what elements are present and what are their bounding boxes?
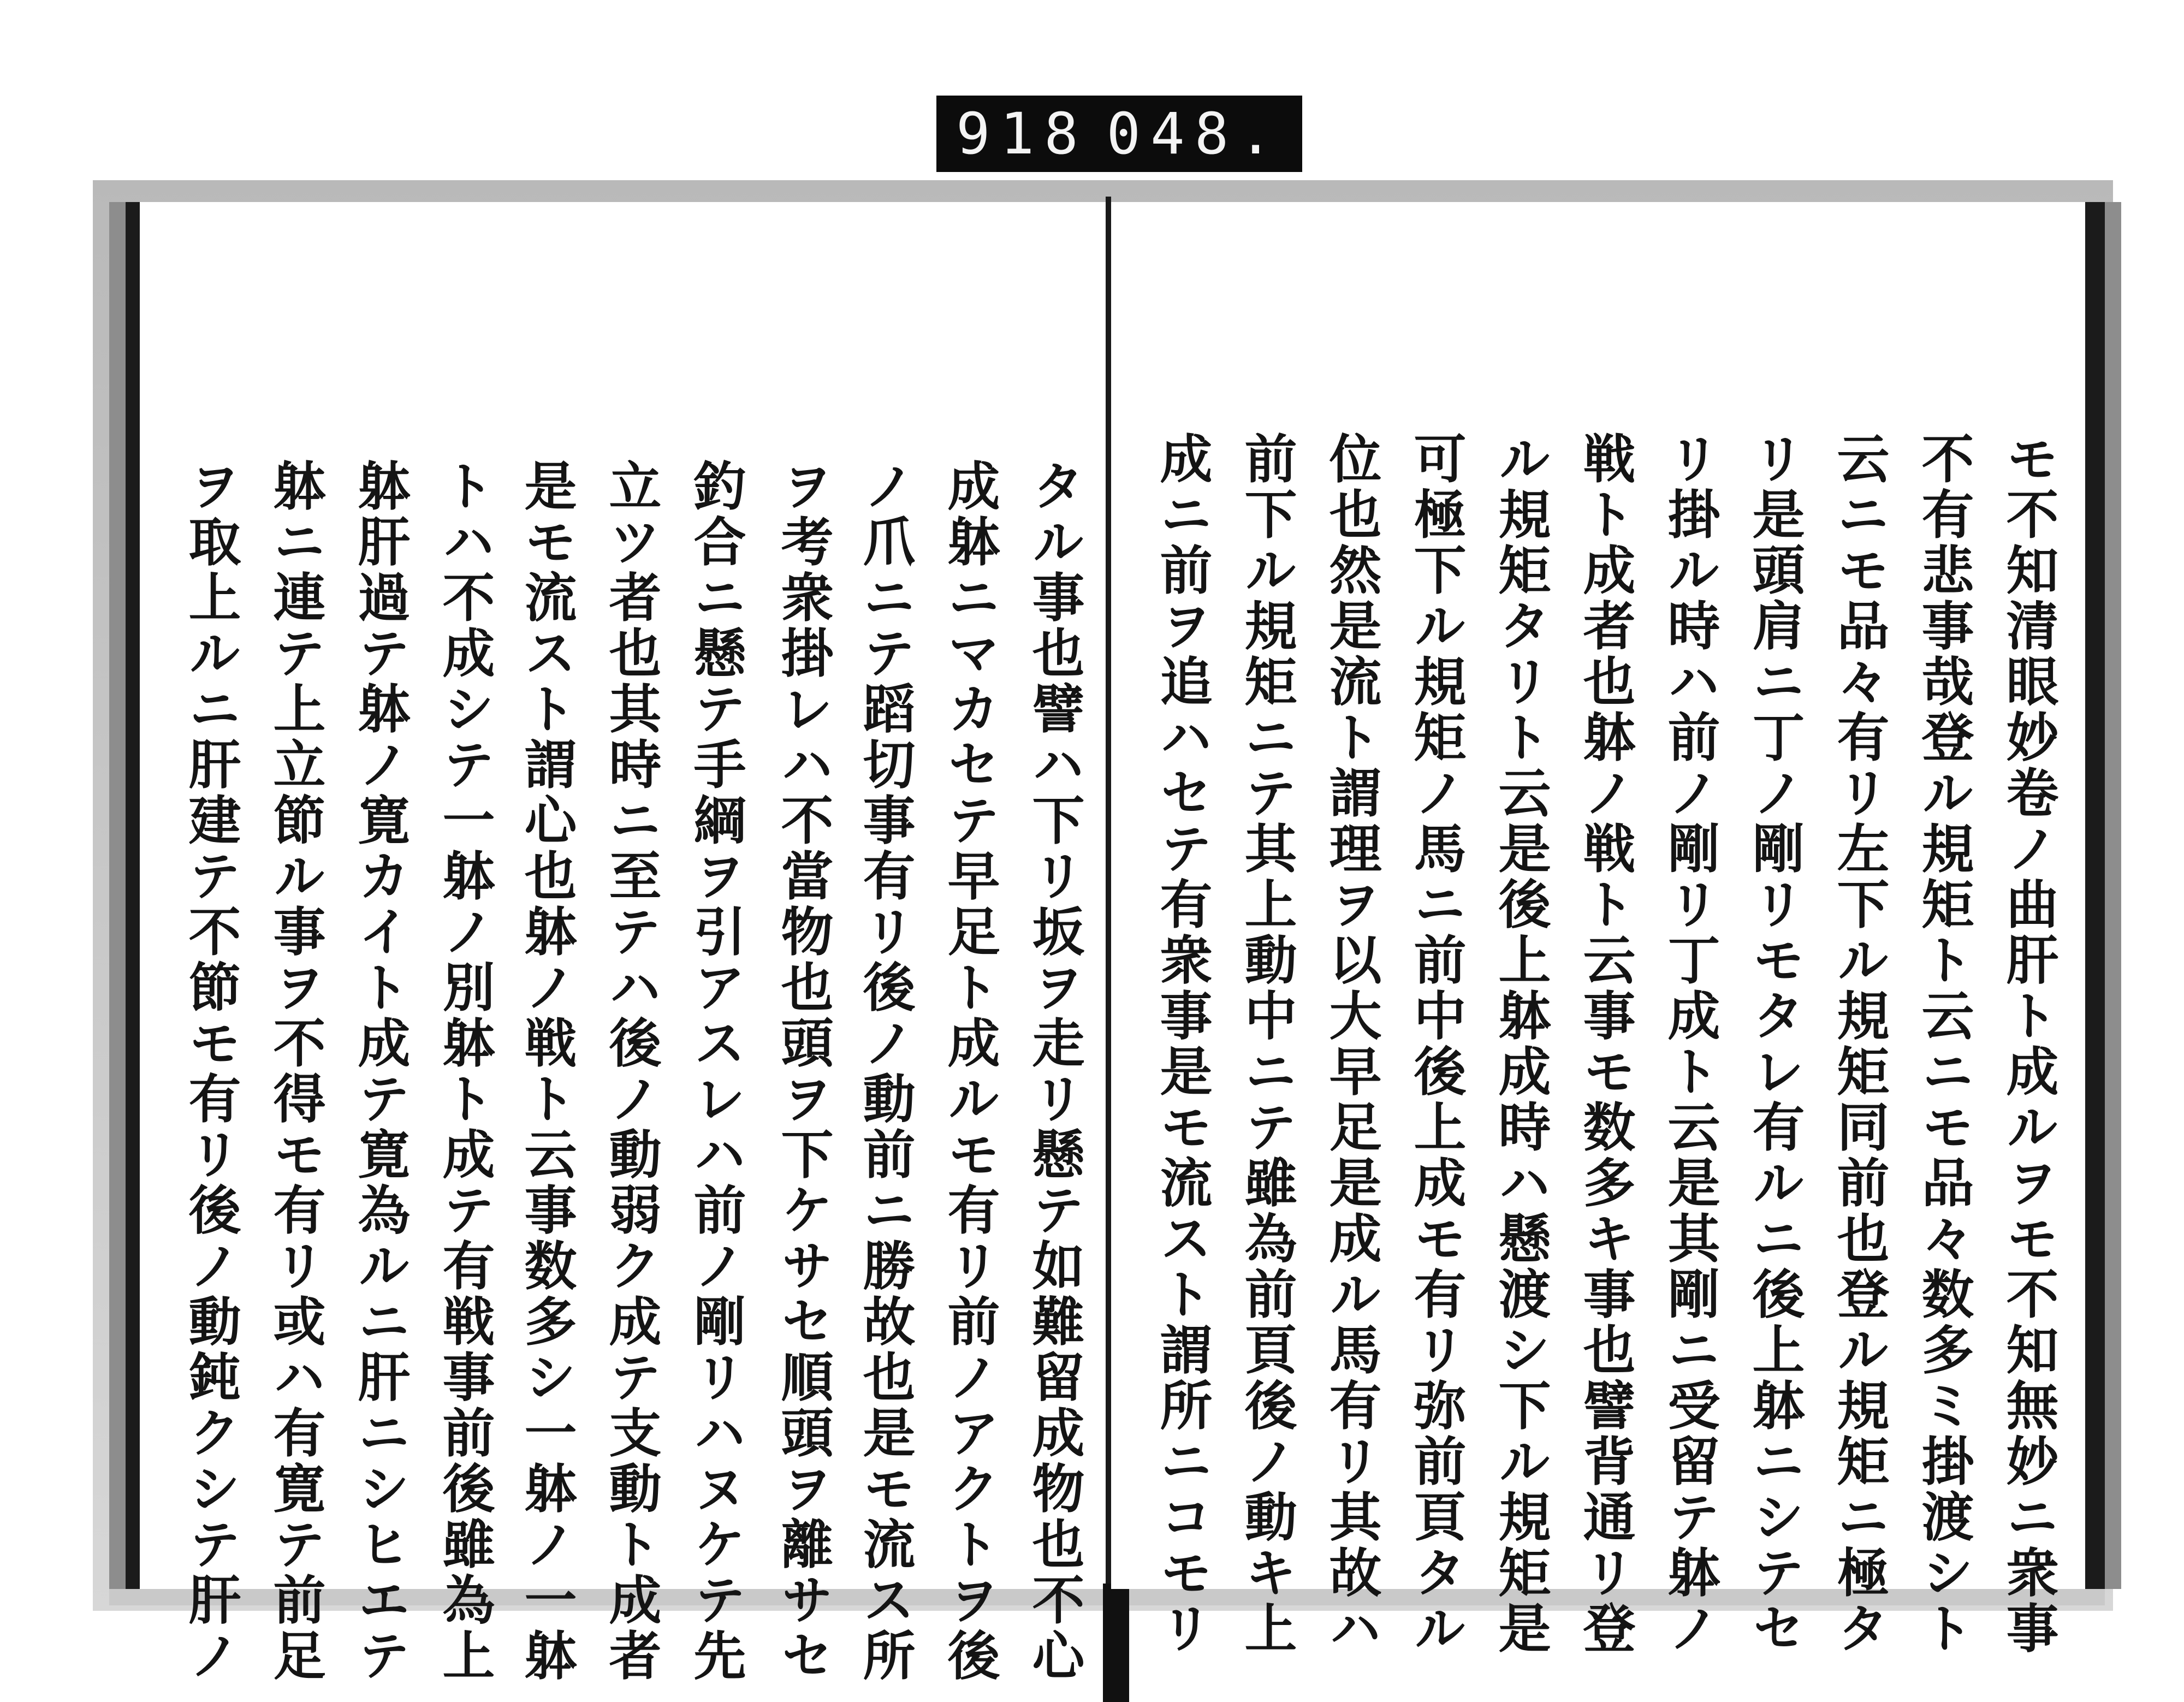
left-page xyxy=(126,202,1106,1684)
text-column: 戦ト成者也躰ノ戦ト云事モ数多キ事也譬背通リ登 xyxy=(1575,431,1636,1657)
text-column: ヲ取上ルニ肝建テ不節モ有リ後ノ動鈍クシテ肝ノ xyxy=(180,459,242,1684)
text-column: 可極下ル規矩ノ馬ニ前中後上成モ有リ弥前頁タル xyxy=(1405,431,1467,1657)
text-column: 立ツ者也其時ニ至テハ後ノ動弱ク成テ支動ト成者 xyxy=(601,459,662,1684)
text-column: 釣合ニ懸テ手綱ヲ引アスレハ前ノ剛リハヌケテ先 xyxy=(685,459,747,1684)
text-column: モ不知清眼妙卷ノ曲肝ト成ルヲモ不知無妙ニ衆事 xyxy=(1998,431,2060,1657)
text-column: 云ニモ品々有リ左下ル規矩同前也登ル規矩ニ極タ xyxy=(1829,431,1890,1657)
text-column: タル事也譬ハ下リ坂ヲ走リ懸テ如難留成物也不心 xyxy=(1024,459,1085,1684)
text-column: ル規矩タリト云是後上躰成時ハ懸渡シ下ル規矩是 xyxy=(1490,431,1552,1657)
right-page xyxy=(1111,202,2105,1657)
text-column: 成ニ前ヲ追ハセテ有衆事是モ流スト謂所ニコモリ xyxy=(1152,431,1213,1657)
text-column: リ是頭肩ニ丁ノ剛リモタレ有ルニ後上躰ニシテセ xyxy=(1744,431,1806,1657)
text-column: 躰ニ連テ上立節ル事ヲ不得モ有リ或ハ有寛テ前足 xyxy=(265,459,327,1684)
text-column: 前下ル規矩ニテ其上動中ニテ雖為前頁後ノ動キ上 xyxy=(1236,431,1298,1657)
text-column: ノ爪ニテ蹈切事有リ後ノ動前ニ勝故也是モ流ス所 xyxy=(854,459,916,1684)
catalog-number-left: 918 xyxy=(956,100,1088,167)
text-column: ヲ考衆掛レハ不當物也頭ヲ下ケサセ順頭ヲ離サセ xyxy=(773,459,834,1684)
text-column: トハ不成シテ一躰ノ別躰ト成テ有戦事前後雖為上 xyxy=(434,459,496,1684)
text-column: 是モ流スト謂心也躰ノ戦ト云事数多シ一躰ノ一躰 xyxy=(516,459,578,1684)
book-gutter xyxy=(1106,197,1111,1594)
text-column: 躰肝過テ躰ノ寛カイト成テ寛為ルニ肝ニシヒエテ xyxy=(349,459,411,1684)
gutter-binding-block xyxy=(1103,1584,1129,1702)
text-column: 不有悲事哉登ル規矩ト云ニモ品々数多ミ掛渡シト xyxy=(1913,431,1975,1657)
catalog-number-label xyxy=(936,96,1302,172)
text-column: リ掛ル時ハ前ノ剛リ丁成ト云是其剛ニ受留テ躰ノ xyxy=(1659,431,1721,1657)
catalog-number-right: 048. xyxy=(1106,100,1283,167)
text-column: 成躰ニマカセテ早足ト成ルモ有リ前ノアクトヲ後 xyxy=(939,459,1001,1684)
text-column: 位也然是流ト謂理ヲ以大早足是成ル馬有リ其故ハ xyxy=(1321,431,1382,1657)
